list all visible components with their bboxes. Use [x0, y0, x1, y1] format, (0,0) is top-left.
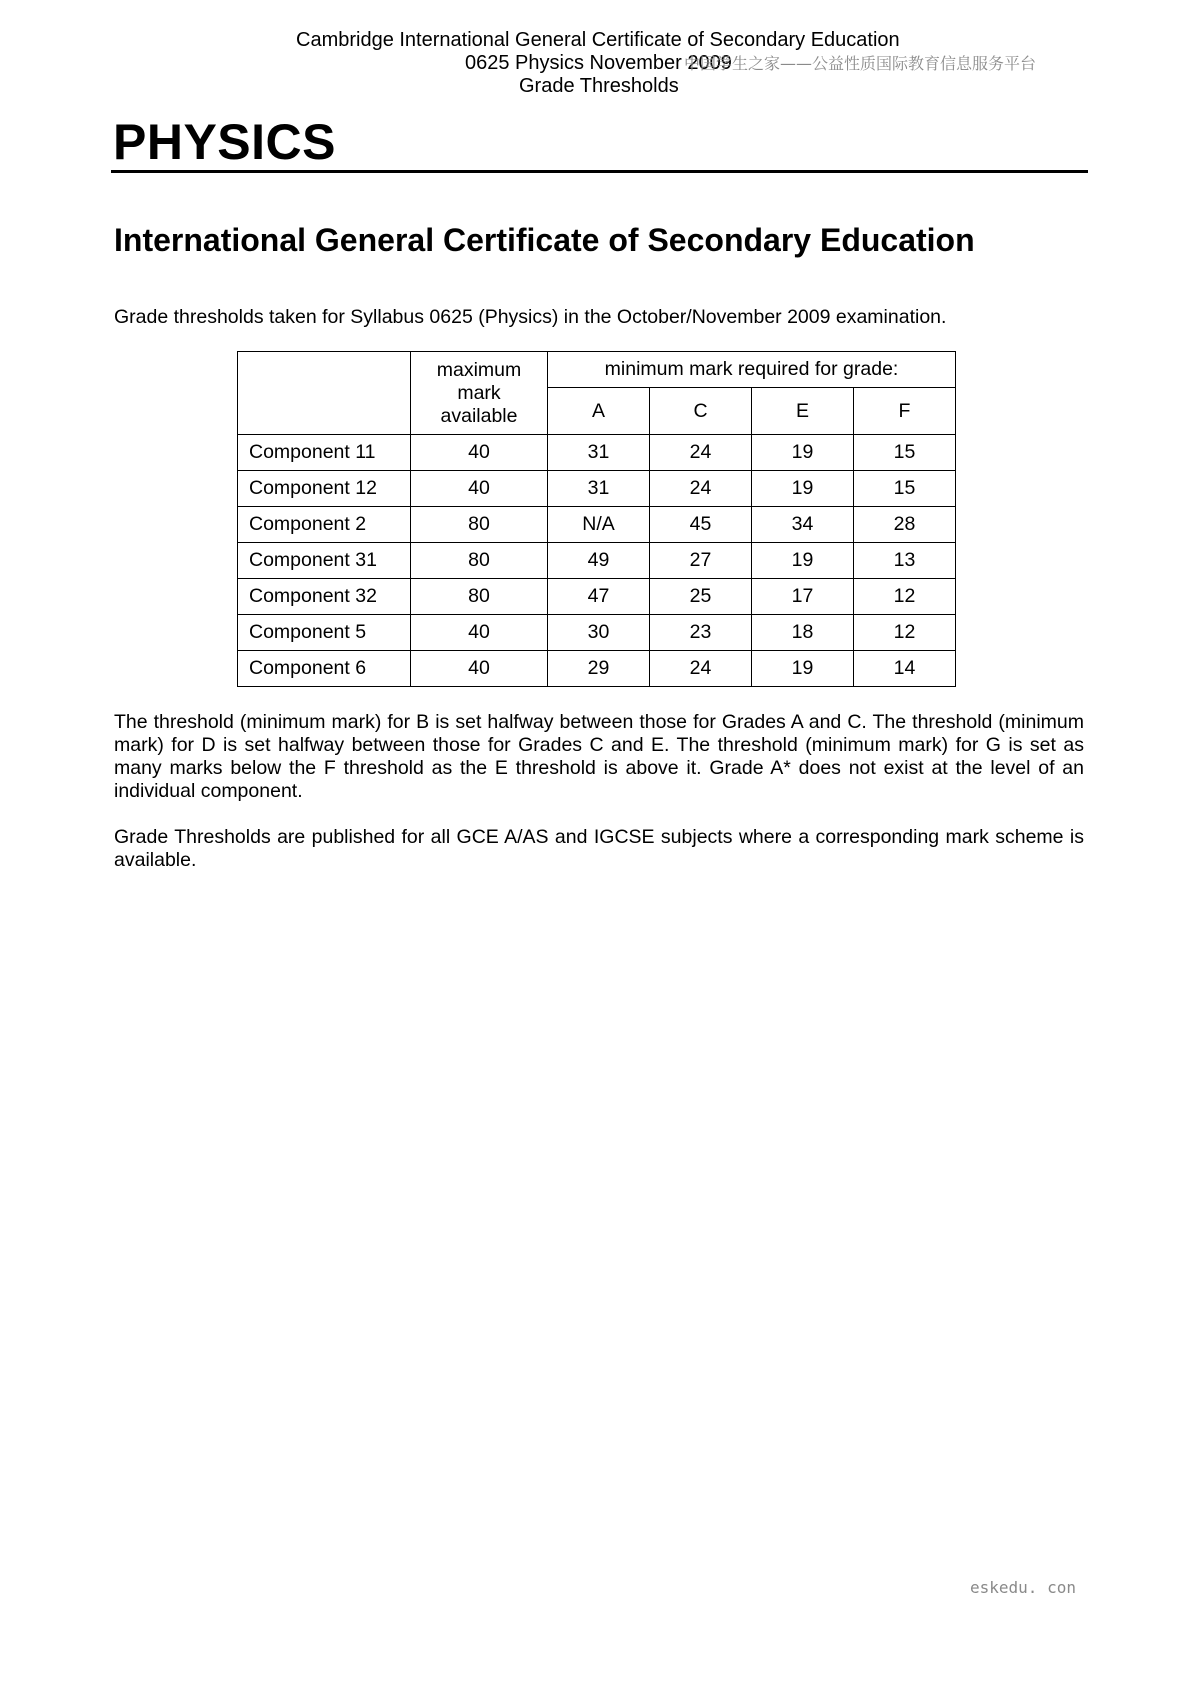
grade-c-mark: 24 — [650, 435, 752, 471]
qualification-heading: International General Certificate of Secondary Education — [114, 222, 975, 258]
header-line-doc-type: Grade Thresholds — [519, 75, 679, 97]
threshold-note: The threshold (minimum mark) for B is set halfway between those for Grades A and C. The threshold (minimum mark) for D is set halfway between those for Grades C and E. The threshold (minimum mark) for G is set as many marks below the F threshold as the E threshold is above it. Grade A* does not exist at the level of an individual component. — [114, 711, 1084, 802]
component-name: Component 5 — [238, 615, 411, 651]
component-name: Component 6 — [238, 651, 411, 687]
component-name: Component 11 — [238, 435, 411, 471]
max-mark: 80 — [411, 579, 548, 615]
grade-header-c: C — [650, 388, 752, 435]
table-row — [238, 507, 956, 543]
max-mark: 40 — [411, 471, 548, 507]
grade-header-f: F — [854, 388, 956, 435]
footer-site-text: eskedu. con — [970, 1578, 1076, 1597]
table-row — [238, 471, 956, 507]
grade-a-mark: N/A — [548, 507, 650, 543]
grade-e-mark: 17 — [752, 579, 854, 615]
max-mark: 40 — [411, 615, 548, 651]
grade-c-mark: 25 — [650, 579, 752, 615]
grade-a-mark: 31 — [548, 471, 650, 507]
table-row — [238, 435, 956, 471]
grade-e-mark: 18 — [752, 615, 854, 651]
grade-e-mark: 19 — [752, 651, 854, 687]
grade-e-mark: 19 — [752, 471, 854, 507]
grade-f-mark: 15 — [854, 435, 956, 471]
grade-c-mark: 24 — [650, 651, 752, 687]
header-line-syllabus: 0625 Physics November 2009 — [465, 52, 732, 74]
grade-e-mark: 34 — [752, 507, 854, 543]
grade-f-mark: 28 — [854, 507, 956, 543]
table-row — [238, 615, 956, 651]
table-corner-cell — [238, 352, 411, 435]
grade-c-mark: 23 — [650, 615, 752, 651]
grade-e-mark: 19 — [752, 543, 854, 579]
grade-header-a: A — [548, 388, 650, 435]
max-mark: 80 — [411, 507, 548, 543]
component-name: Component 31 — [238, 543, 411, 579]
max-mark: 40 — [411, 435, 548, 471]
grade-a-mark: 31 — [548, 435, 650, 471]
publication-note: Grade Thresholds are published for all GCE A/AS and IGCSE subjects where a corresponding mark scheme is available. — [114, 826, 1084, 871]
grade-header-e: E — [752, 388, 854, 435]
grade-c-mark: 45 — [650, 507, 752, 543]
table-row — [238, 651, 956, 687]
max-mark: 80 — [411, 543, 548, 579]
max-mark: 40 — [411, 651, 548, 687]
watermark-text: 中国学生之家——公益性质国际教育信息服务平台 — [684, 54, 1037, 73]
subject-title: PHYSICS — [113, 114, 337, 170]
grade-thresholds-table — [237, 351, 956, 687]
grade-a-mark: 47 — [548, 579, 650, 615]
grade-c-mark: 27 — [650, 543, 752, 579]
table-row — [238, 579, 956, 615]
component-name: Component 2 — [238, 507, 411, 543]
intro-paragraph: Grade thresholds taken for Syllabus 0625 (Physics) in the October/November 2009 examination. — [114, 306, 947, 328]
component-name: Component 12 — [238, 471, 411, 507]
grade-c-mark: 24 — [650, 471, 752, 507]
table-row — [238, 543, 956, 579]
min-mark-header: minimum mark required for grade: — [548, 352, 956, 388]
grade-f-mark: 13 — [854, 543, 956, 579]
grade-f-mark: 12 — [854, 615, 956, 651]
grade-a-mark: 49 — [548, 543, 650, 579]
title-divider — [111, 170, 1088, 173]
grade-f-mark: 14 — [854, 651, 956, 687]
grade-f-mark: 15 — [854, 471, 956, 507]
grade-a-mark: 30 — [548, 615, 650, 651]
grade-a-mark: 29 — [548, 651, 650, 687]
grade-f-mark: 12 — [854, 579, 956, 615]
grade-e-mark: 19 — [752, 435, 854, 471]
header-line-board: Cambridge International General Certificate of Secondary Education — [296, 29, 900, 51]
component-name: Component 32 — [238, 579, 411, 615]
max-mark-header: maximum mark available — [411, 352, 548, 435]
